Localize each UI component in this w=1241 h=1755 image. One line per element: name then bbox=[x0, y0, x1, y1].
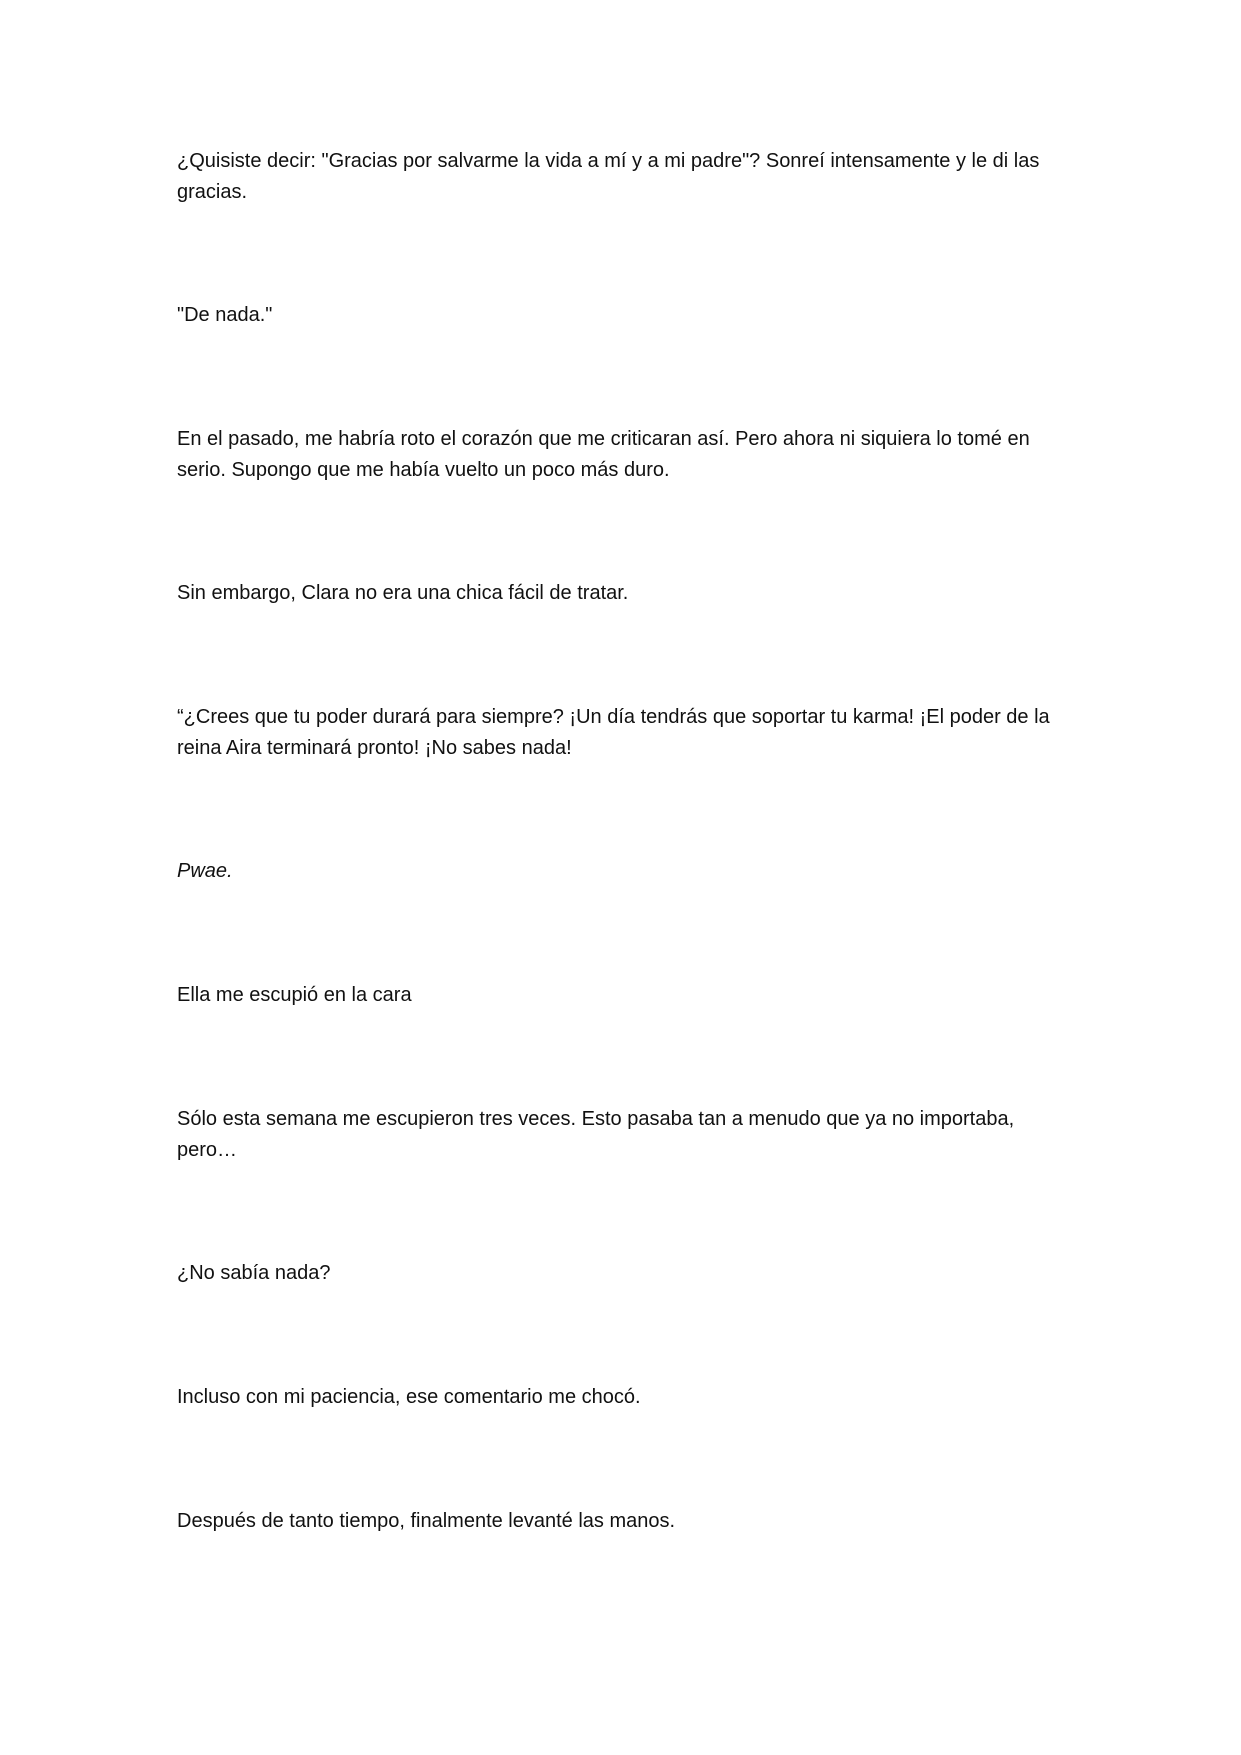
paragraph-3: En el pasado, me habría roto el corazón que me criticaran así. Pero ahora ni siquiera lo tomé en serio. Supongo que me había vuelto un poco más duro. bbox=[177, 428, 1030, 481]
paragraph-2: "De nada." bbox=[177, 304, 273, 326]
paragraph-1: ¿Quisiste decir: "Gracias por salvarme la vida a mí y a mi padre"? Sonreí intensamente y le di las gracias. bbox=[177, 150, 1040, 203]
paragraph-8: Sólo esta semana me escupieron tres veces. Esto pasaba tan a menudo que ya no importaba, pero… bbox=[177, 1108, 1015, 1161]
paragraph-9: ¿No sabía nada? bbox=[177, 1262, 331, 1284]
paragraph-6-italic: Pwae. bbox=[177, 860, 233, 882]
paragraph-10: Incluso con mi paciencia, ese comentario me chocó. bbox=[177, 1386, 641, 1408]
paragraph-7: Ella me escupió en la cara bbox=[177, 984, 412, 1006]
paragraph-5: “¿Crees que tu poder durará para siempre? ¡Un día tendrás que soportar tu karma! ¡El poder de la reina Aira terminará pronto! ¡No sabes nada! bbox=[177, 706, 1050, 759]
paragraph-4: Sin embargo, Clara no era una chica fácil de tratar. bbox=[177, 582, 629, 604]
paragraph-11: Después de tanto tiempo, finalmente levanté las manos. bbox=[177, 1510, 676, 1532]
